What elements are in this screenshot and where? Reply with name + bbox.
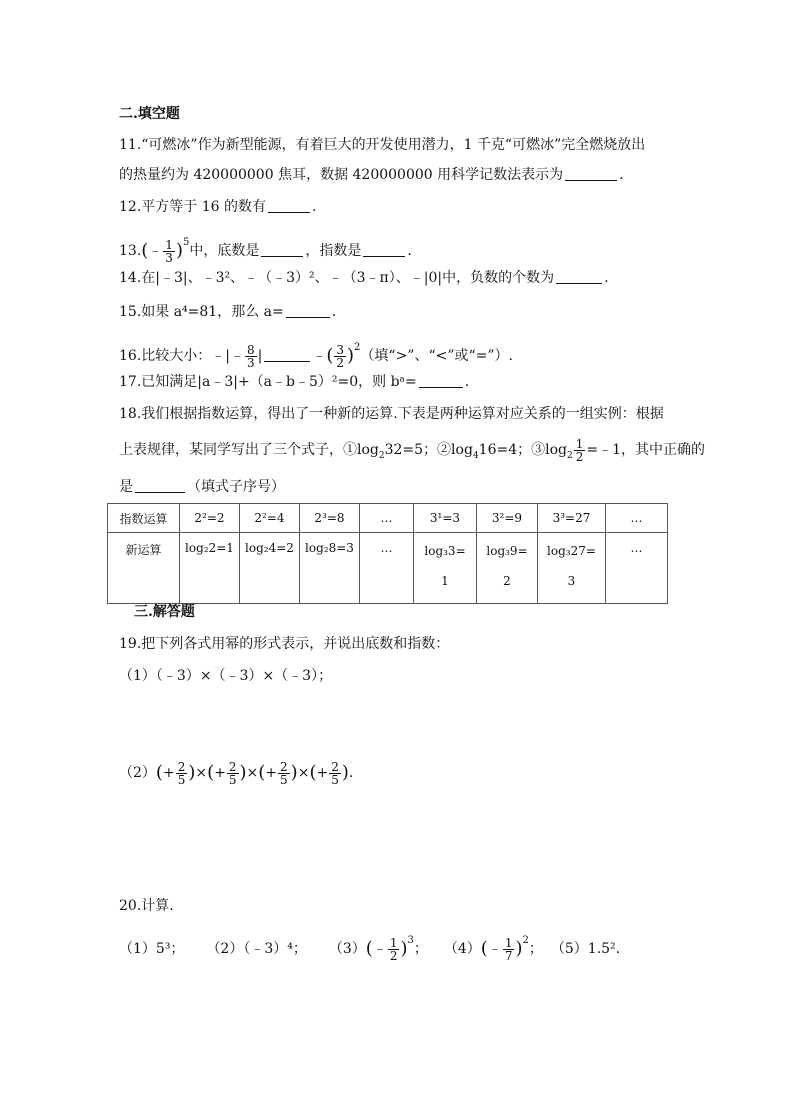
- question-13: 13.(﹣ $\frac{1}{3}$ )$^5$中，底数是 ，指数是 .: [119, 237, 412, 265]
- section-title-fill-in: 二.填空题: [119, 106, 180, 122]
- fraction: $\frac{2}{5}$: [177, 759, 186, 787]
- table-cell: 3³=27: [538, 504, 606, 533]
- question-20-parts: （1）5³； （2）（﹣3）⁴； （3）(﹣ $\frac{1}{2}$ )$^3$； （4）(﹣ $\frac{1}{7}$ )$^2$； （5）1.5².: [119, 935, 621, 963]
- question-20-title: 20.计算.: [119, 898, 174, 914]
- fraction: $\frac{2}{5}$: [280, 759, 288, 787]
- fraction: $\frac{1}{3}$: [165, 237, 173, 265]
- fraction: $\frac{2}{5}$: [228, 759, 237, 787]
- question-18-line-3: 是 （填式子序号）: [119, 479, 285, 495]
- table-cell: log₂8=3: [300, 533, 360, 604]
- table-cell: log₃27= 3: [538, 533, 606, 604]
- question-11-line-1: 11.“可燃冰”作为新型能源，有着巨大的开发使用潜力，1 千克“可燃冰”完全燃烧放出: [119, 137, 646, 153]
- answer-blank-11[interactable]: [565, 166, 617, 181]
- answer-blank-16[interactable]: [264, 347, 310, 362]
- table-cell: …: [360, 533, 414, 604]
- question-16: 16.比较大小：﹣|﹣ $\frac{8}{3}$ | ﹣( $\frac{3}{2}$ )$^2$（填“>”、“<”或“=”）.: [119, 342, 514, 370]
- fraction: $\frac{1}{2}$: [389, 935, 398, 963]
- section-title-answer: 三.解答题: [134, 604, 195, 620]
- question-19-title: 19.把下列各式用幂的形式表示，并说出底数和指数：: [119, 636, 450, 652]
- table-cell: …: [606, 504, 668, 533]
- answer-blank-13-exponent[interactable]: [363, 242, 405, 257]
- answer-blank-13-base[interactable]: [261, 242, 303, 257]
- table-cell: …: [606, 533, 668, 604]
- table-cell: 新运算: [108, 533, 180, 604]
- operation-table: [107, 503, 668, 604]
- question-11-line-2: 的热量约为 420000000 焦耳，数据 420000000 用科学记数法表示为 .: [119, 167, 624, 183]
- question-12: 12.平方等于 16 的数有 .: [119, 199, 317, 215]
- question-19-part-2: （2）(+ $\frac{2}{5}$ )×(+ $\frac{2}{5}$ )×(+ $\frac{2}{5}$ )×(+ $\frac{2}{5}$ ).: [119, 759, 354, 787]
- fraction: $\frac{3}{2}$: [336, 342, 345, 370]
- table-cell: log₃9= 2: [477, 533, 538, 604]
- table-cell: log₃3= 1: [414, 533, 477, 604]
- table-cell: 2²=4: [240, 504, 300, 533]
- question-14: 14.在|﹣3|、﹣3²、﹣（﹣3）²、﹣（3﹣π）、﹣|0|中，负数的个数为 .: [119, 270, 609, 286]
- fraction: $\frac{8}{3}$: [246, 342, 255, 370]
- table-cell: …: [360, 504, 414, 533]
- fraction: $\frac{1}{2}$: [575, 436, 584, 464]
- table-cell: log₂2=1: [180, 533, 240, 604]
- answer-blank-15[interactable]: [286, 303, 330, 318]
- table-cell: 指数运算: [108, 504, 180, 533]
- question-18-line-2: 上表规律，某同学写出了三个式子，$①\log_232=5$；$②\log_416=4$；$③\log_2$ $\frac{1}{2}$ =﹣1，其中正确的: [119, 436, 706, 464]
- table-row: [108, 533, 668, 604]
- question-17: 17.已知满足|a﹣3|+（a﹣b﹣5）²=0，则 bᵃ= .: [119, 374, 470, 390]
- table-cell: log₂4=2: [240, 533, 300, 604]
- answer-blank-17[interactable]: [419, 373, 463, 388]
- question-19-part-1: （1）（﹣3）×（﹣3）×（﹣3）；: [119, 668, 333, 684]
- fraction: $\frac{1}{7}$: [504, 935, 513, 963]
- question-15: 15.如果 a⁴=81，那么 a= .: [119, 304, 337, 320]
- answer-blank-14[interactable]: [556, 269, 602, 284]
- table-row: [108, 504, 668, 533]
- question-18-line-1: 18.我们根据指数运算，得出了一种新的运算.下表是两种运算对应关系的一组实例：根据: [119, 406, 664, 422]
- answer-blank-18[interactable]: [135, 478, 185, 493]
- answer-blank-12[interactable]: [268, 198, 310, 213]
- table-cell: 3¹=3: [414, 504, 477, 533]
- table-cell: 3²=9: [477, 504, 538, 533]
- table-cell: 2²=2: [180, 504, 240, 533]
- table-cell: 2³=8: [300, 504, 360, 533]
- fraction: $\frac{2}{5}$: [331, 759, 339, 787]
